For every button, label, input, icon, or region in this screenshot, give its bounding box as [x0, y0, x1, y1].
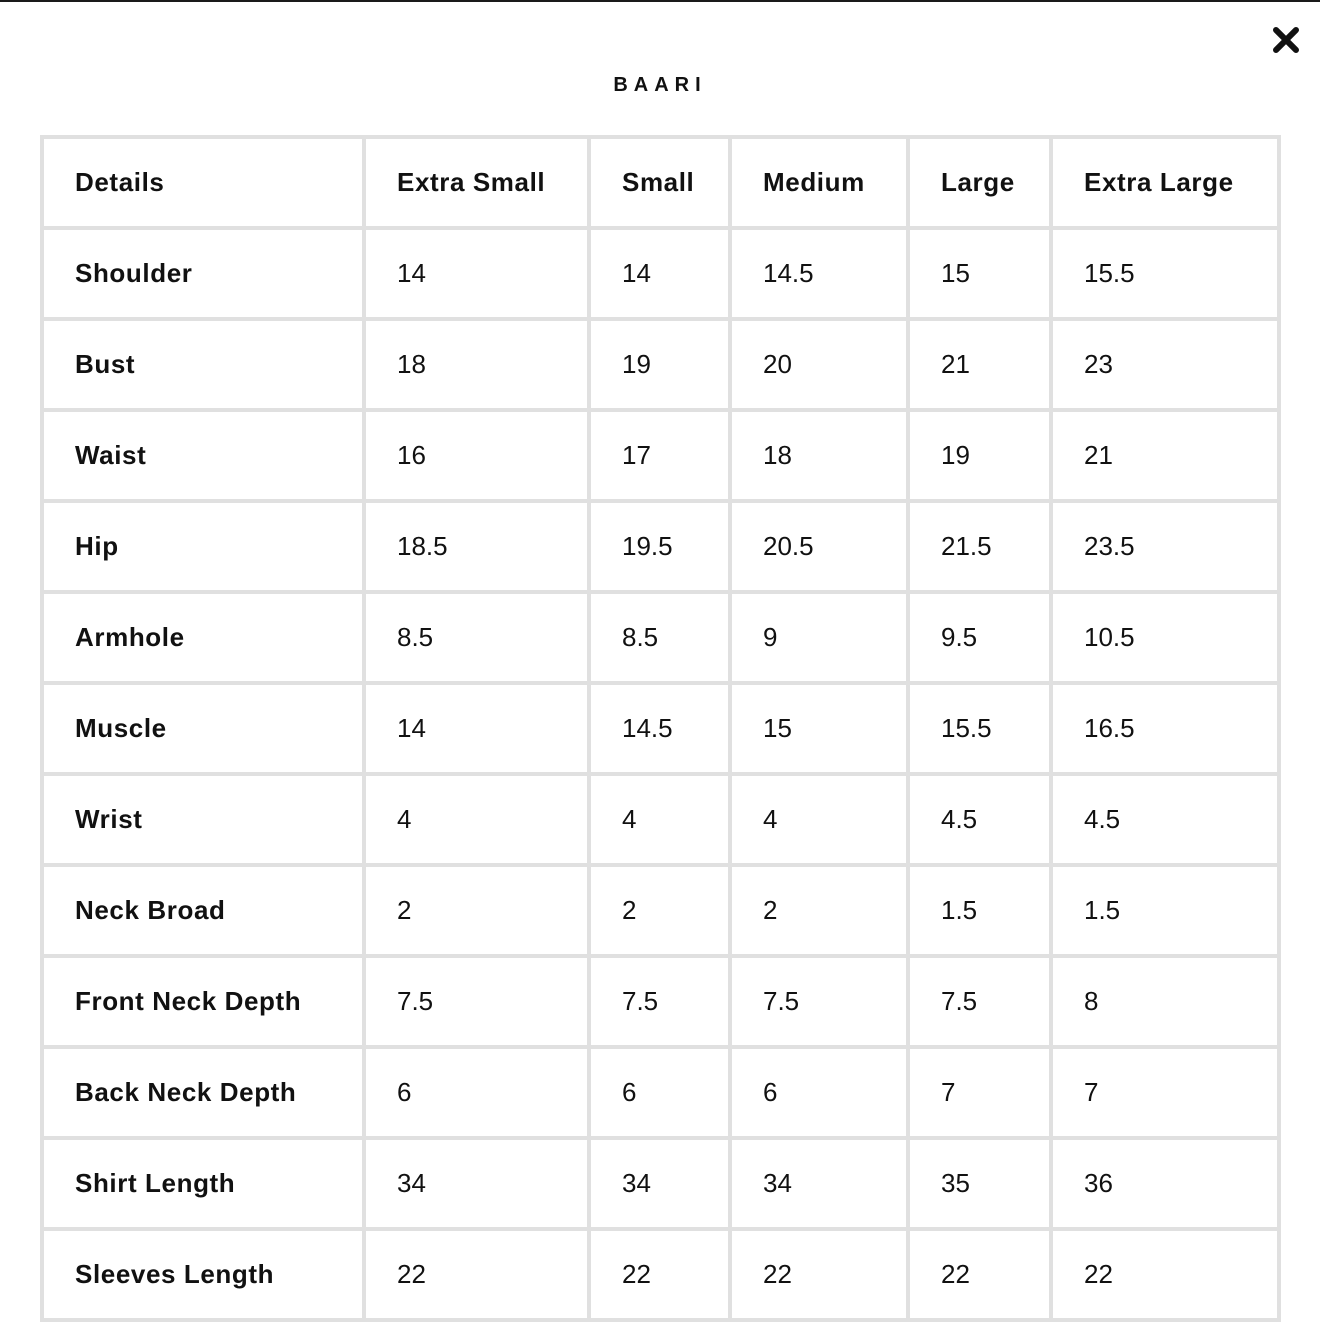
measurement-cell: 4.5 [1053, 776, 1277, 863]
measurement-cell: 8 [1053, 958, 1277, 1045]
measurement-cell: 14 [366, 230, 587, 317]
measurement-cell: 22 [591, 1231, 728, 1318]
measurement-cell: 18 [732, 412, 906, 499]
measurement-cell: 6 [732, 1049, 906, 1136]
table-row [44, 230, 1277, 317]
measurement-cell: 4 [366, 776, 587, 863]
table-row [44, 412, 1277, 499]
measurement-cell: 6 [591, 1049, 728, 1136]
table-row [44, 867, 1277, 954]
measurement-cell: 36 [1053, 1140, 1277, 1227]
measurement-cell: 8.5 [366, 594, 587, 681]
measurement-cell: 7.5 [591, 958, 728, 1045]
row-label: Back Neck Depth [44, 1049, 362, 1136]
measurement-cell: 16.5 [1053, 685, 1277, 772]
measurement-cell: 21 [910, 321, 1049, 408]
column-header-size: Extra Small [366, 139, 587, 226]
measurement-cell: 7 [910, 1049, 1049, 1136]
row-label: Bust [44, 321, 362, 408]
measurement-cell: 7.5 [910, 958, 1049, 1045]
measurement-cell: 21.5 [910, 503, 1049, 590]
measurement-cell: 2 [366, 867, 587, 954]
top-divider [0, 0, 1320, 2]
measurement-cell: 14 [366, 685, 587, 772]
measurement-cell: 22 [732, 1231, 906, 1318]
measurement-cell: 2 [591, 867, 728, 954]
measurement-cell: 18.5 [366, 503, 587, 590]
measurement-cell: 15.5 [910, 685, 1049, 772]
close-button[interactable] [1268, 22, 1304, 58]
close-icon [1272, 26, 1300, 54]
measurement-cell: 6 [366, 1049, 587, 1136]
row-label: Armhole [44, 594, 362, 681]
measurement-cell: 1.5 [910, 867, 1049, 954]
measurement-cell: 17 [591, 412, 728, 499]
column-header-size: Medium [732, 139, 906, 226]
row-label: Shoulder [44, 230, 362, 317]
measurement-cell: 34 [591, 1140, 728, 1227]
measurement-cell: 20 [732, 321, 906, 408]
measurement-cell: 18 [366, 321, 587, 408]
measurement-cell: 34 [366, 1140, 587, 1227]
column-header-size: Small [591, 139, 728, 226]
table-row [44, 685, 1277, 772]
measurement-cell: 2 [732, 867, 906, 954]
measurement-cell: 7.5 [732, 958, 906, 1045]
measurement-cell: 20.5 [732, 503, 906, 590]
column-header-size: Large [910, 139, 1049, 226]
measurement-cell: 22 [366, 1231, 587, 1318]
measurement-cell: 14.5 [732, 230, 906, 317]
measurement-cell: 8.5 [591, 594, 728, 681]
measurement-cell: 15 [732, 685, 906, 772]
measurement-cell: 7 [1053, 1049, 1277, 1136]
row-label: Sleeves Length [44, 1231, 362, 1318]
measurement-cell: 22 [910, 1231, 1049, 1318]
row-label: Hip [44, 503, 362, 590]
column-header-details: Details [44, 139, 362, 226]
measurement-cell: 14.5 [591, 685, 728, 772]
row-label: Shirt Length [44, 1140, 362, 1227]
table-row [44, 321, 1277, 408]
measurement-cell: 7.5 [366, 958, 587, 1045]
column-header-size: Extra Large [1053, 139, 1277, 226]
table-row [44, 1140, 1277, 1227]
table-row [44, 958, 1277, 1045]
measurement-cell: 21 [1053, 412, 1277, 499]
table-row [44, 594, 1277, 681]
measurement-cell: 16 [366, 412, 587, 499]
row-label: Neck Broad [44, 867, 362, 954]
table-row [44, 1231, 1277, 1318]
measurement-cell: 15.5 [1053, 230, 1277, 317]
row-label: Muscle [44, 685, 362, 772]
measurement-cell: 15 [910, 230, 1049, 317]
measurement-cell: 9.5 [910, 594, 1049, 681]
measurement-cell: 14 [591, 230, 728, 317]
size-chart-table [40, 135, 1281, 1322]
row-label: Wrist [44, 776, 362, 863]
measurement-cell: 35 [910, 1140, 1049, 1227]
measurement-cell: 34 [732, 1140, 906, 1227]
measurement-cell: 23 [1053, 321, 1277, 408]
measurement-cell: 4 [732, 776, 906, 863]
table-header-row [44, 139, 1277, 226]
measurement-cell: 10.5 [1053, 594, 1277, 681]
measurement-cell: 19.5 [591, 503, 728, 590]
measurement-cell: 9 [732, 594, 906, 681]
measurement-cell: 19 [591, 321, 728, 408]
measurement-cell: 4.5 [910, 776, 1049, 863]
measurement-cell: 1.5 [1053, 867, 1277, 954]
row-label: Front Neck Depth [44, 958, 362, 1045]
measurement-cell: 4 [591, 776, 728, 863]
brand-title: BAARI [613, 74, 707, 96]
measurement-cell: 22 [1053, 1231, 1277, 1318]
table-row [44, 776, 1277, 863]
table-body [44, 230, 1277, 1318]
table-row [44, 503, 1277, 590]
measurement-cell: 19 [910, 412, 1049, 499]
measurement-cell: 23.5 [1053, 503, 1277, 590]
row-label: Waist [44, 412, 362, 499]
table-row [44, 1049, 1277, 1136]
